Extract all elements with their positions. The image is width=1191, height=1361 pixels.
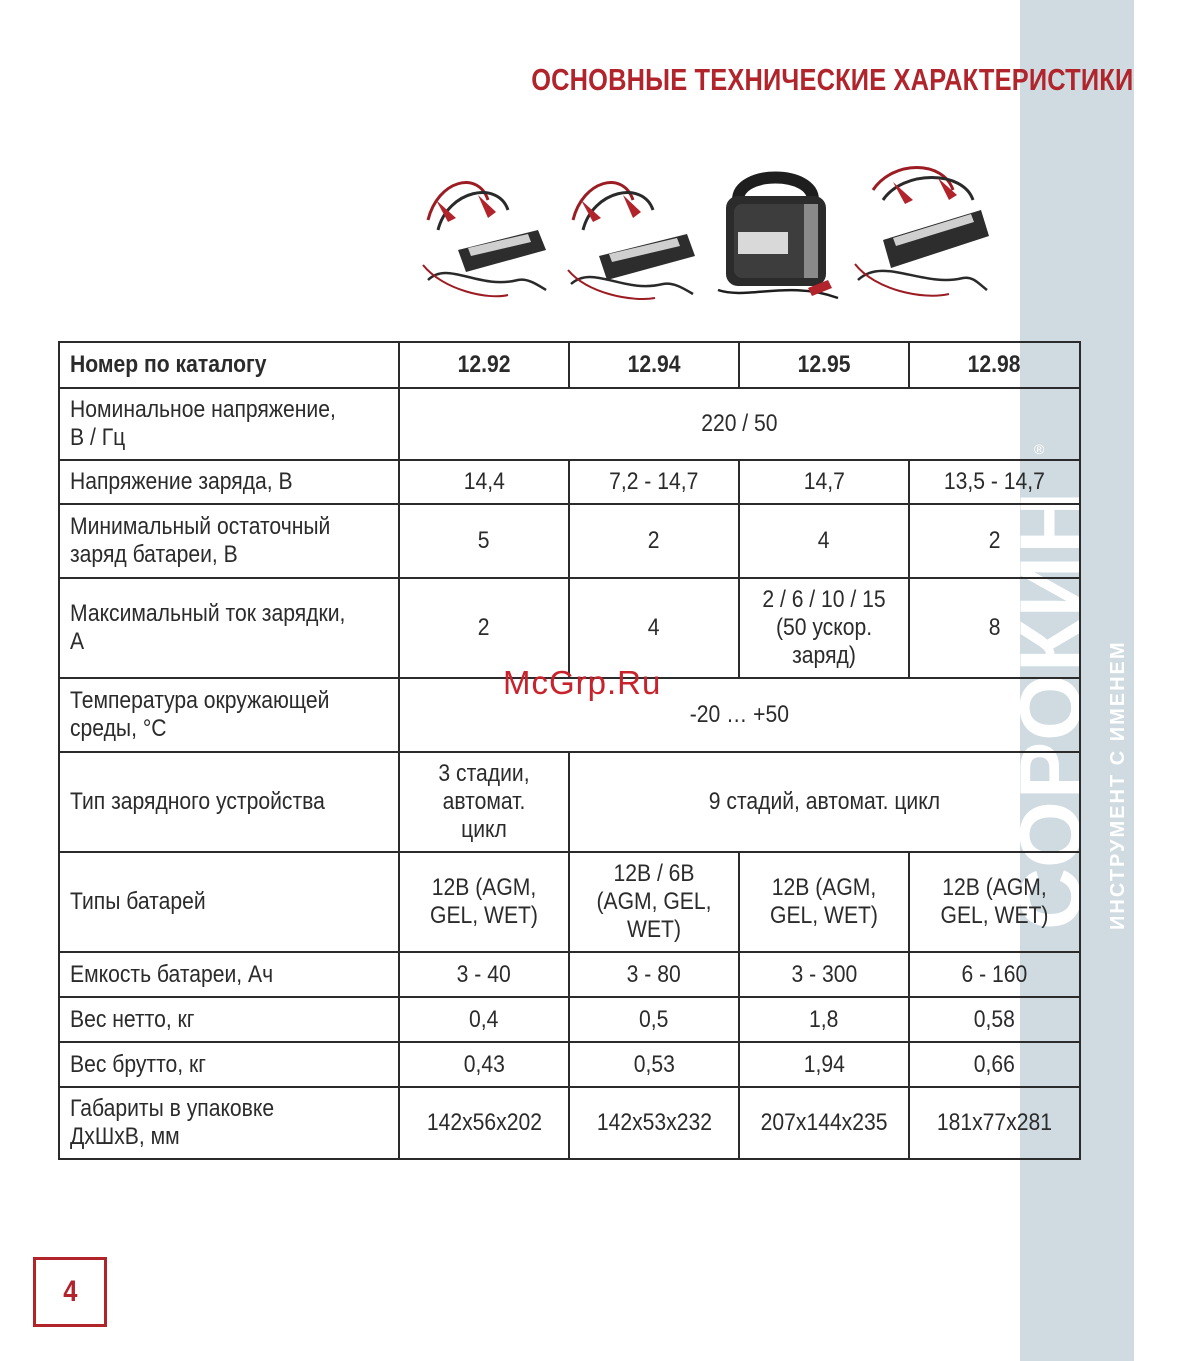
row-label: Габариты в упаковке ДхШхВ, мм: [59, 1087, 399, 1159]
table-cell: 2: [569, 504, 739, 578]
table-cell: 12В (AGM, GEL, WET): [739, 852, 909, 952]
table-cell: 1,8: [739, 997, 909, 1042]
table-cell: 0,58: [909, 997, 1080, 1042]
brand-name: СОРОКИН: [1020, 489, 1099, 930]
row-label: Типы батарей: [59, 852, 399, 952]
table-cell: 13,5 - 14,7: [909, 460, 1080, 504]
model-header: 12.98: [909, 342, 1080, 388]
table-cell: 142x56x202: [399, 1087, 569, 1159]
table-cell: 0,4: [399, 997, 569, 1042]
table-cell: 0,66: [909, 1042, 1080, 1087]
model-header: 12.95: [739, 342, 909, 388]
table-row: [59, 952, 1080, 997]
charger-photo-12-98: [853, 160, 990, 308]
table-cell: 7,2 - 14,7: [569, 460, 739, 504]
page-number-box: [33, 1257, 107, 1327]
charger-photo-12-94: [563, 160, 700, 308]
row-label: Минимальный остаточный заряд батареи, В: [59, 504, 399, 578]
row-label: Максимальный ток зарядки, А: [59, 578, 399, 678]
table-row: [59, 460, 1080, 504]
model-header: 12.92: [399, 342, 569, 388]
table-cell: 3 стадии, автомат. цикл: [399, 752, 569, 852]
row-label: Тип зарядного устройства: [59, 752, 399, 852]
page-number: 4: [62, 1275, 78, 1308]
table-cell: 9 стадий, автомат. цикл: [569, 752, 1080, 852]
table-cell: 8: [909, 578, 1080, 678]
table-row: [59, 852, 1080, 952]
table-cell: 14,7: [739, 460, 909, 504]
table-row: [59, 752, 1080, 852]
table-cell: 3 - 300: [739, 952, 909, 997]
row-label: Напряжение заряда, В: [59, 460, 399, 504]
watermark-text: McGrp.Ru: [503, 664, 662, 701]
table-cell: 2: [399, 578, 569, 678]
table-cell: 12В (AGM, GEL, WET): [399, 852, 569, 952]
product-photos: [418, 160, 990, 308]
table-cell: -20 … +50: [399, 678, 1080, 752]
table-cell: 3 - 40: [399, 952, 569, 997]
table-cell: 0,43: [399, 1042, 569, 1087]
table-cell: 2 / 6 / 10 / 15 (50 ускор. заряд): [739, 578, 909, 678]
table-cell: 12В (AGM, GEL, WET): [909, 852, 1080, 952]
table-cell: 220 / 50: [399, 388, 1080, 460]
table-cell: 12В / 6В (AGM, GEL, WET): [569, 852, 739, 952]
table-cell: 14,4: [399, 460, 569, 504]
charger-photo-12-95: [708, 160, 845, 308]
row-label: Температура окружающей среды, °С: [59, 678, 399, 752]
charger-photo-12-92: [418, 160, 555, 308]
spec-table: [58, 341, 1081, 1160]
table-cell: 4: [569, 578, 739, 678]
table-cell: 0,5: [569, 997, 739, 1042]
table-row: [59, 997, 1080, 1042]
table-row: [59, 388, 1080, 460]
table-row: [59, 578, 1080, 678]
table-cell: 6 - 160: [909, 952, 1080, 997]
table-cell: 142x53x232: [569, 1087, 739, 1159]
registered-mark: ®: [1034, 441, 1045, 457]
table-cell: 4: [739, 504, 909, 578]
table-row: [59, 1087, 1080, 1159]
row-label: Вес брутто, кг: [59, 1042, 399, 1087]
row-label: Емкость батареи, Ач: [59, 952, 399, 997]
table-cell: 2: [909, 504, 1080, 578]
table-cell: 181x77x281: [909, 1087, 1080, 1159]
row-label: Вес нетто, кг: [59, 997, 399, 1042]
table-cell: 1,94: [739, 1042, 909, 1087]
brand-tagline: ИНСТРУМЕНТ С ИМЕНЕМ: [1107, 640, 1129, 930]
table-row: [59, 504, 1080, 578]
table-cell: 0,53: [569, 1042, 739, 1087]
row-label: Номинальное напряжение, В / Гц: [59, 388, 399, 460]
table-row: [59, 1042, 1080, 1087]
model-header: 12.94: [569, 342, 739, 388]
table-cell: 207x144x235: [739, 1087, 909, 1159]
table-cell: 3 - 80: [569, 952, 739, 997]
table-cell: 5: [399, 504, 569, 578]
page-title: ОСНОВНЫЕ ТЕХНИЧЕСКИЕ ХАРАКТЕРИСТИКИ: [530, 62, 1133, 97]
catalog-number-header: Номер по каталогу: [59, 342, 399, 388]
table-header-row: [59, 342, 1080, 388]
